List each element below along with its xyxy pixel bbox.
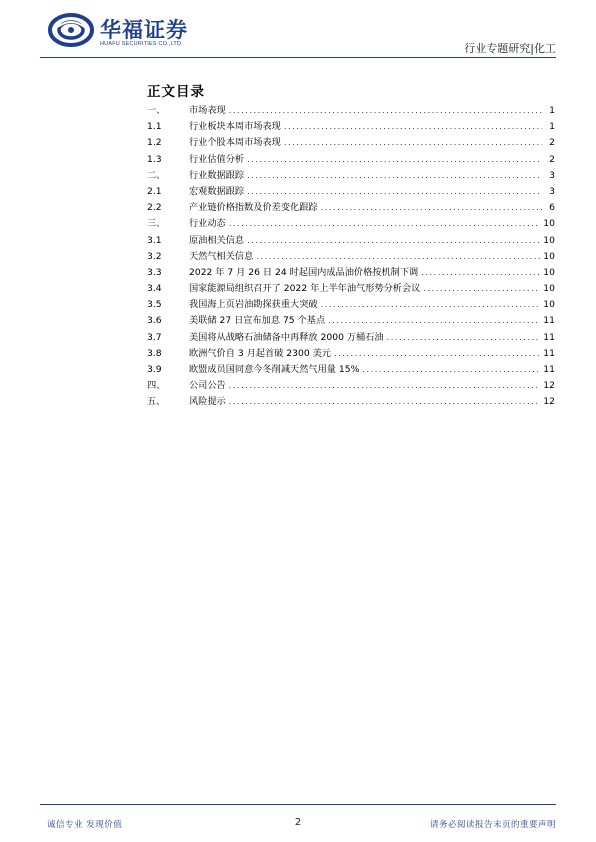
toc-leader-dots <box>229 394 541 410</box>
toc-item-title: 欧洲气价自 3 月起首破 2300 美元 <box>189 347 331 359</box>
toc-item[interactable] <box>147 233 555 249</box>
toc-item[interactable] <box>147 249 555 265</box>
toc-item-number: 3.1 <box>147 234 162 246</box>
toc-item-page: 12 <box>543 380 555 392</box>
toc-item-title: 美联储 27 日宣布加息 75 个基点 <box>189 315 326 327</box>
toc-item-number: 3.5 <box>147 299 162 311</box>
toc-item-number: 五、 <box>147 396 166 408</box>
toc-leader-dots <box>247 233 540 249</box>
toc-leader-dots <box>362 362 540 378</box>
toc-leader-dots <box>284 135 542 151</box>
toc-item-number: 二、 <box>147 169 166 181</box>
footer-divider <box>40 804 556 805</box>
toc-item-title: 风险提示 <box>189 396 226 408</box>
toc-item-page: 3 <box>549 185 555 197</box>
footer-slogan: 诚信专业 发现价值 <box>47 820 123 830</box>
toc-item-title: 市场表现 <box>189 105 226 116</box>
toc-leader-dots <box>421 265 540 281</box>
toc-leader-dots <box>247 168 542 184</box>
toc-item[interactable] <box>147 297 555 313</box>
toc-item-number: 四、 <box>147 380 166 392</box>
toc-item[interactable] <box>147 265 555 281</box>
logo-english-name: HUAFU SECURITIES CO.,LTD. <box>100 41 183 47</box>
toc-item-page: 1 <box>549 105 555 116</box>
toc-item-title: 产业链价格指数及价差变化跟踪 <box>189 202 318 214</box>
toc-item-number: 3.8 <box>147 347 162 359</box>
toc-leader-dots <box>229 378 541 394</box>
toc-leader-dots <box>334 346 540 362</box>
toc-leader-dots <box>387 330 541 346</box>
toc-item[interactable] <box>147 362 555 378</box>
toc-item-title: 行业个股本周市场表现 <box>189 137 281 149</box>
toc-item[interactable] <box>147 184 555 200</box>
toc-item-number: 3.9 <box>147 364 162 375</box>
toc-item-number: 三、 <box>147 218 166 230</box>
toc-item[interactable] <box>147 378 555 394</box>
toc-item[interactable] <box>147 200 555 216</box>
toc-leader-dots <box>284 119 542 135</box>
toc-item[interactable] <box>147 281 555 297</box>
toc-item-number: 3.2 <box>147 250 162 262</box>
toc-leader-dots <box>247 184 542 200</box>
toc-item-title: 行业数据跟踪 <box>189 169 245 181</box>
toc-item-title: 行业板块本周市场表现 <box>189 121 281 133</box>
toc-item-title: 美国将从战略石油储备中再释放 2000 万桶石油 <box>189 331 384 343</box>
toc-item-page: 2 <box>549 137 555 149</box>
toc-item-title: 我国海上页岩油勘探获重大突破 <box>189 299 318 311</box>
toc-leader-dots <box>321 297 541 313</box>
toc-item[interactable] <box>147 330 555 346</box>
toc-item-title: 欧盟成员国同意今冬削减天然气用量 15% <box>189 364 360 375</box>
toc-item[interactable] <box>147 313 555 329</box>
toc-leader-dots <box>229 216 541 232</box>
toc-item-page: 1 <box>549 121 555 133</box>
toc-item-number: 3.3 <box>147 266 162 278</box>
toc-item-page: 10 <box>543 283 555 295</box>
toc-item-number: 2.2 <box>147 202 162 214</box>
toc-item[interactable] <box>147 346 555 362</box>
toc-item-page: 10 <box>543 299 555 311</box>
toc-item-number: 2.1 <box>147 185 162 197</box>
toc-item-page: 11 <box>543 347 555 359</box>
toc-item-number: 1.3 <box>147 153 162 165</box>
company-logo <box>48 12 208 48</box>
page-number: 2 <box>294 817 302 828</box>
toc-item-page: 10 <box>543 234 555 246</box>
table-of-contents <box>147 103 555 411</box>
header-divider <box>40 57 556 58</box>
toc-item[interactable] <box>147 119 555 135</box>
toc-item-number: 一、 <box>147 105 166 116</box>
toc-leader-dots <box>229 103 542 119</box>
toc-item[interactable] <box>147 135 555 151</box>
toc-item-number: 3.4 <box>147 283 162 295</box>
toc-item-page: 10 <box>543 218 555 230</box>
toc-item-title: 宏观数据跟踪 <box>189 185 245 197</box>
toc-item-page: 10 <box>543 250 555 262</box>
toc-item-title: 原油相关信息 <box>189 234 245 246</box>
toc-item[interactable] <box>147 216 555 232</box>
footer-disclaimer: 请务必阅读报告末页的重要声明 <box>429 820 556 830</box>
toc-item-page: 10 <box>543 266 555 278</box>
toc-item-title: 2022 年 7 月 26 日 24 时起国内成品油价格按机制下调 <box>189 266 419 278</box>
toc-title: 正文目录 <box>147 84 205 100</box>
toc-leader-dots <box>423 281 540 297</box>
toc-item-title: 行业动态 <box>189 218 226 230</box>
toc-item-page: 11 <box>543 315 555 327</box>
huafu-emblem-icon <box>48 12 94 48</box>
toc-item-number: 1.1 <box>147 121 162 133</box>
toc-item-page: 2 <box>549 153 555 165</box>
report-category: 行业专题研究|化工 <box>464 42 556 55</box>
toc-item-number: 3.7 <box>147 331 162 343</box>
toc-item-number: 3.6 <box>147 315 162 327</box>
toc-leader-dots <box>247 152 542 168</box>
toc-item[interactable] <box>147 168 555 184</box>
toc-item-title: 国家能源局组织召开了 2022 年上半年油气形势分析会议 <box>189 283 421 295</box>
toc-leader-dots <box>256 249 540 265</box>
logo-chinese-name: 华福证券 <box>100 18 188 42</box>
toc-item[interactable] <box>147 152 555 168</box>
toc-item[interactable] <box>147 103 555 119</box>
toc-item-page: 12 <box>543 396 555 408</box>
toc-item[interactable] <box>147 394 555 410</box>
toc-item-page: 3 <box>549 169 555 181</box>
toc-leader-dots <box>321 200 542 216</box>
toc-item-page: 11 <box>543 364 555 375</box>
toc-item-page: 11 <box>543 331 555 343</box>
toc-item-page: 6 <box>549 202 555 214</box>
toc-leader-dots <box>328 313 540 329</box>
toc-item-title: 天然气相关信息 <box>189 250 254 262</box>
toc-item-number: 1.2 <box>147 137 162 149</box>
toc-item-title: 公司公告 <box>189 380 226 392</box>
toc-item-title: 行业估值分析 <box>189 153 245 165</box>
